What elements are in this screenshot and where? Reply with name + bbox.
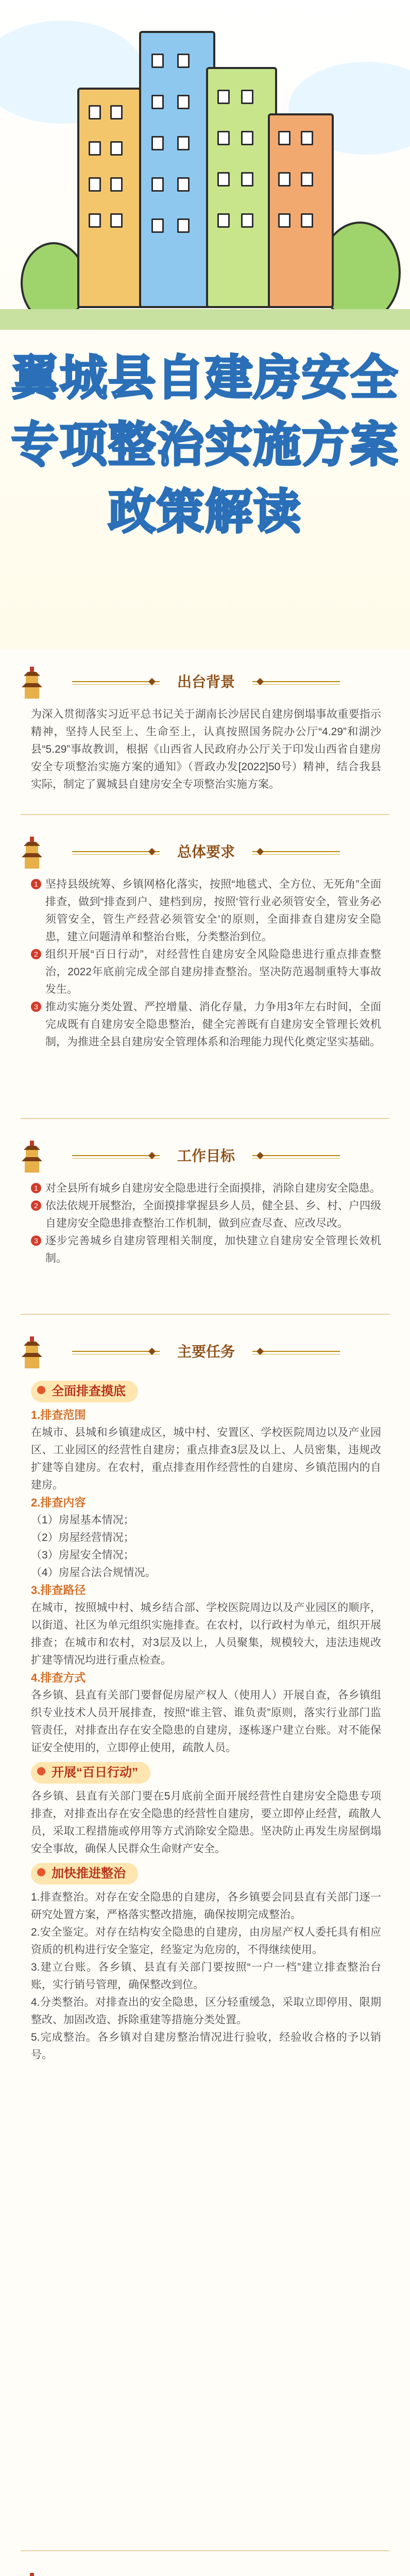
pagoda-icon [21, 2571, 43, 2576]
task-title: 1.排查范围 [31, 1409, 86, 1421]
hero-banner [0, 0, 410, 649]
list-item: 5.完成整治。各乡镇对自建房整治情况进行验收，经验收合格的予以销号。 [31, 2031, 381, 2061]
task-title: 4.排查方式 [31, 1671, 86, 1684]
section-heading-tasks [72, 1337, 340, 1365]
list-item: 3.建立台账。各乡镇、县直有关部门要按照“一户一档”建立排查整治台账，实行销号管理，确保整改到位。 [31, 1961, 381, 1991]
list-item: （2）房屋经营情况； [31, 1532, 134, 1544]
list-item: （1）房屋基本情况； [31, 1514, 134, 1526]
list-item: 4.分类整治。对排查出的安全隐患，区分轻重缓急，采取立即停用、限期整改、加固改造、拆除重建等措施分类处置。 [31, 1996, 381, 2026]
subsection-heading: 全面排查摸底 [31, 1381, 381, 1403]
list-item: 1 坚持县级统筹、乡镇网格化落实，按照“地毯式、全方位、无死角”全面排查，做到“排查到户、建档到房，按照‘管行业必须管安全，管业务必须管安全，管生产经营必须管安全’的原则，全面排查自建房安全隐患，建立问题清单和整治台账，分类整治到位。 [31, 876, 381, 946]
list-item: 3 推动实施分类处置、严控增量、消化存量，力争用3年左右时间，全面完成既有自建房安全隐患整治，健全完善既有自建房安全管理长效机制，为推进全县自建房安全管理体系和治理能力现代化奠定坚实基础。 [31, 998, 381, 1051]
task-title: 2.排查内容 [31, 1496, 86, 1509]
background-text: 为深入贯彻落实习近平总书记关于湖南长沙居民自建房倒塌事故重要指示精神，坚持人民至上、生命至上，认真按照国务院办公厅“4.29”和湖沙县“5.29”事故教训，根据《山西省人民政府办公厅关于印发山西省自建房安全专项整治实施方案的通知》（晋政办发[2022]50号）精神，结合我县实际，制定了翼城县自建房安全专项整治实施方案。 [31, 708, 381, 790]
subsection-heading: 开展“百日行动” [31, 1762, 381, 1785]
section-divider [21, 2550, 389, 2551]
hero-title-line2: 专项整治实施方案 [11, 417, 399, 472]
list-item: 2 组织开展“百日行动”，对经营性自建房安全风险隐患进行重点排查整治，2022年底前完成全部自建房排查整治。坚决防范遏制重特大事故发生。 [31, 946, 381, 998]
section-title: 出台背景 [160, 673, 252, 691]
goal-list [31, 1180, 381, 1267]
section-heading-overall [72, 838, 340, 866]
building-illustration [206, 67, 277, 308]
overall-list [31, 876, 381, 1051]
section-heading-background [72, 668, 340, 696]
subsection-heading: 加快推进整治 [31, 1863, 381, 1886]
section-divider [21, 814, 389, 815]
pagoda-icon [21, 1139, 43, 1175]
task-title: 3.排查路径 [31, 1584, 86, 1597]
task-text: 在城市，按照城中村、城乡结合部、学校医院周边以及产业园区的顺序，以街道、社区为单元组织实施排查。在农村，以行政村为单元，组织开展排查；在城市和农村，对3层及以上，人员聚集，规模较大，违法违规改扩建等情况均进行重点检查。 [31, 1602, 381, 1666]
list-item: 2.安全鉴定。对存在结构安全隐患的自建房，由房屋产权人委托具有相应资质的机构进行安全鉴定，经鉴定为危房的，不得继续使用。 [31, 1926, 381, 1956]
section-divider [21, 1118, 389, 1119]
section-title: 工作目标 [160, 1147, 252, 1165]
pagoda-icon [21, 1334, 43, 1370]
list-item: 3 逐步完善城乡自建房管理相关制度，加快建立自建房安全管理长效机制。 [31, 1232, 381, 1267]
tasks-content [31, 1376, 381, 2064]
task-text: 各乡镇、县直有关部门要督促房屋产权人（使用人）开展自查，各乡镇组织专业技术人员开展排查，按照“谁主管、谁负责”原则，落实行业部门监管责任，对排查出存在安全隐患的自建房，逐栋逐户建立台账。对不能保证安全使用的，立即停止使用，疏散人员。 [31, 1689, 381, 1754]
list-item: 2 依法依规开展整治，全面摸排掌握县乡人员，健全县、乡、村、户四级自建房安全隐患排查整治工作机制，做到应查尽查、应改尽改。 [31, 1197, 381, 1232]
task-text: 在城市、县城和乡镇建成区，城中村、安置区、学校医院周边以及产业园区、工业园区的经营性自建房；重点排查3层及以上、人员密集，违规改扩建等自建房。在农村，重点排查用作经营性的自建房、乡镇范围内的自建房。 [31, 1427, 381, 1491]
section-heading-responsibility [72, 2574, 340, 2576]
ground-strip [0, 309, 410, 330]
building-illustration [139, 31, 215, 308]
list-item: 1 对全县所有城乡自建房安全隐患进行全面摸排，消除自建房安全隐患。 [31, 1180, 381, 1197]
pagoda-icon [21, 665, 43, 701]
list-item: （3）房屋安全情况； [31, 1549, 134, 1561]
task-text: 各乡镇、县直有关部门要在5月底前全面开展经营性自建房安全隐患专项排查，对排查出存在安全隐患的经营性自建房，要立即停止经营，疏散人员，采取工程措施或停用等方式消除安全隐患。坚决防止再发生房屋倒塌安全事故，确保人民群众生命财产安全。 [31, 1790, 381, 1855]
section-heading-goal [72, 1142, 340, 1170]
section-divider [21, 1314, 389, 1315]
list-item: 1.排查整治。对存在安全隐患的自建房，各乡镇要会同县直有关部门逐一研究处置方案，严格落实整改措施，确保按期完成整治。 [31, 1891, 381, 1921]
hero-title-line1: 翼城县自建房安全 [11, 350, 399, 405]
building-illustration [268, 113, 334, 308]
building-illustration [77, 88, 148, 308]
list-item: （4）房屋合法合规情况。 [31, 1567, 156, 1579]
section-title: 总体要求 [160, 843, 252, 861]
hero-title-line3: 政策解读 [108, 484, 302, 539]
pagoda-icon [21, 835, 43, 871]
section-title: 主要任务 [160, 1343, 252, 1361]
